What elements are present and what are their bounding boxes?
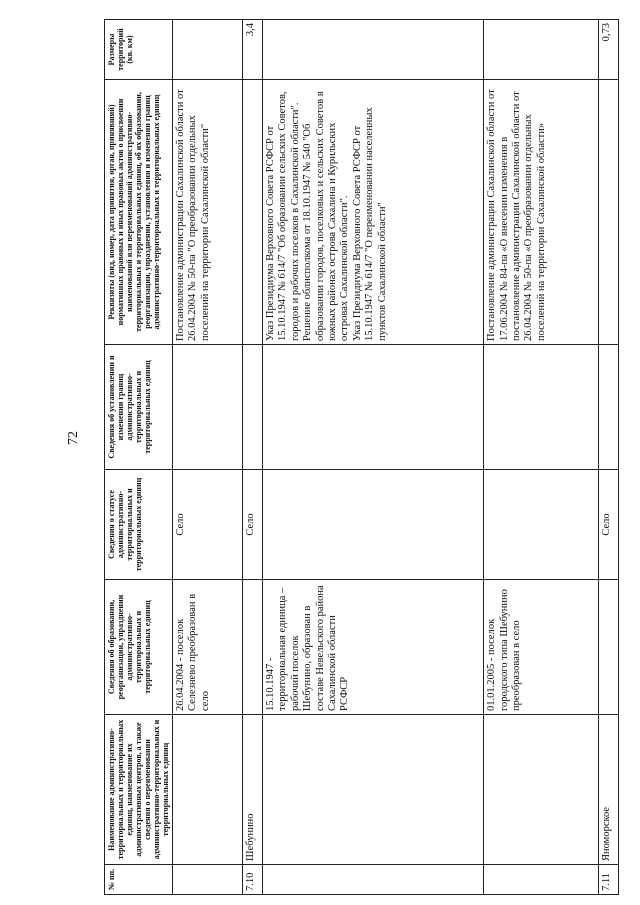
row-formation: 01.01.2005 - поселок городского типа Шебунино преобразован в село	[484, 580, 599, 715]
row-num	[484, 865, 599, 895]
row-formation: 26.04.2004 - поселок Селезнево преобразован в село	[173, 580, 243, 715]
row-name: Шебунино	[243, 715, 263, 865]
row-num	[173, 865, 243, 895]
page-number: 72	[66, 431, 81, 445]
row-size	[263, 20, 484, 80]
row-boundary	[243, 345, 263, 470]
row-boundary	[599, 345, 619, 470]
row-status	[484, 470, 599, 580]
row-size	[484, 20, 599, 80]
row-name	[263, 715, 484, 865]
row-num: 7.11	[599, 865, 619, 895]
row-requisites	[484, 80, 599, 345]
row-requisites	[263, 80, 484, 345]
row-num	[263, 865, 484, 895]
header-num: № пп.	[105, 865, 173, 895]
registry-table	[104, 19, 619, 895]
row-boundary	[484, 345, 599, 470]
header-boundary: Сведения об установлении и изменении границ административно-территориальных и территориальных единиц	[105, 345, 173, 470]
row-requisites	[599, 80, 619, 345]
row-status: Село	[599, 470, 619, 580]
row-name	[484, 715, 599, 865]
table-row	[263, 20, 484, 895]
row-requisites	[173, 80, 243, 345]
header-status: Сведения о статусе административно-территориальных и территориальных единиц	[105, 470, 173, 580]
row-num: 7.10	[243, 865, 263, 895]
rotated-page	[104, 20, 619, 895]
row-boundary	[173, 345, 243, 470]
requisite-text: Указ Президиума Верховного Совета РСФСР от 15.10.1947 № 614/7 "О переименовании населенных пунктов Сахалинской области"	[351, 107, 388, 341]
requisite-text: Постановление администрации Сахалинской области от 17.06.2004 № 84-па «О внесении изменения в постановление администрации Сахалинской области от 26.04.2004 № 50-па «О преобразовании отдельных поселений на территории Сахалинской области»	[486, 89, 547, 341]
requisite-text: Решение облисполкома от 18.10.1947 № 540 "Об образовании городов, поселковых и сельских Советов в южных районах острова Сахалина и Курильских островах Сахалинской области".	[302, 91, 351, 341]
header-requisites: Реквизиты (вид, номер, дата принятия, орган, принявший) нормативных правовых и иных правовых актов о присвоении наименований или переименований административно-территориальных и территориальных единиц, об их образовании, реорганизации, упразднении, установлении и изменении границ административно-территориальных и территориальных единиц	[105, 80, 173, 345]
header-size: Размеры территорий (кв. км)	[105, 20, 173, 80]
row-name: Яноморское	[599, 715, 619, 865]
row-size: 3,4	[243, 20, 263, 80]
row-boundary	[263, 345, 484, 470]
table-row	[599, 20, 619, 895]
requisite-text: Указ Президиума Верховного Совета РСФСР от 15.10.1947 № 614/7 "Об образовании сельских Советов, городов и рабочих поселков в Сахалинской области".	[265, 91, 301, 341]
row-requisites	[243, 80, 263, 345]
row-status: Село	[243, 470, 263, 580]
table-row	[173, 20, 243, 895]
header-name: Наименование административно-территориальных и территориальных единиц, наименование их административных центров, а также сведения о переименовании административно-территориальных и территориальных единиц	[105, 715, 173, 865]
row-formation	[243, 580, 263, 715]
header-row	[105, 20, 173, 895]
row-name	[173, 715, 243, 865]
header-formation: Сведения об образовании, реорганизации, упразднении административно-территориальных и территориальных единиц	[105, 580, 173, 715]
row-size	[173, 20, 243, 80]
row-size: 0,73	[599, 20, 619, 80]
row-formation	[599, 580, 619, 715]
table-row	[484, 20, 599, 895]
table-row	[243, 20, 263, 895]
row-status	[263, 470, 484, 580]
row-status: Село	[173, 470, 243, 580]
row-formation: 15.10.1947 - территориальная единица – рабочий поселок Шебунино, образован в составе Невельского района Сахалинской области РСФСР	[263, 580, 484, 715]
requisite-text: Постановление администрации Сахалинской области от 26.04.2004 № 50-па "О преобразовании отдельных поселений на территории Сахалинской области"	[175, 89, 211, 341]
